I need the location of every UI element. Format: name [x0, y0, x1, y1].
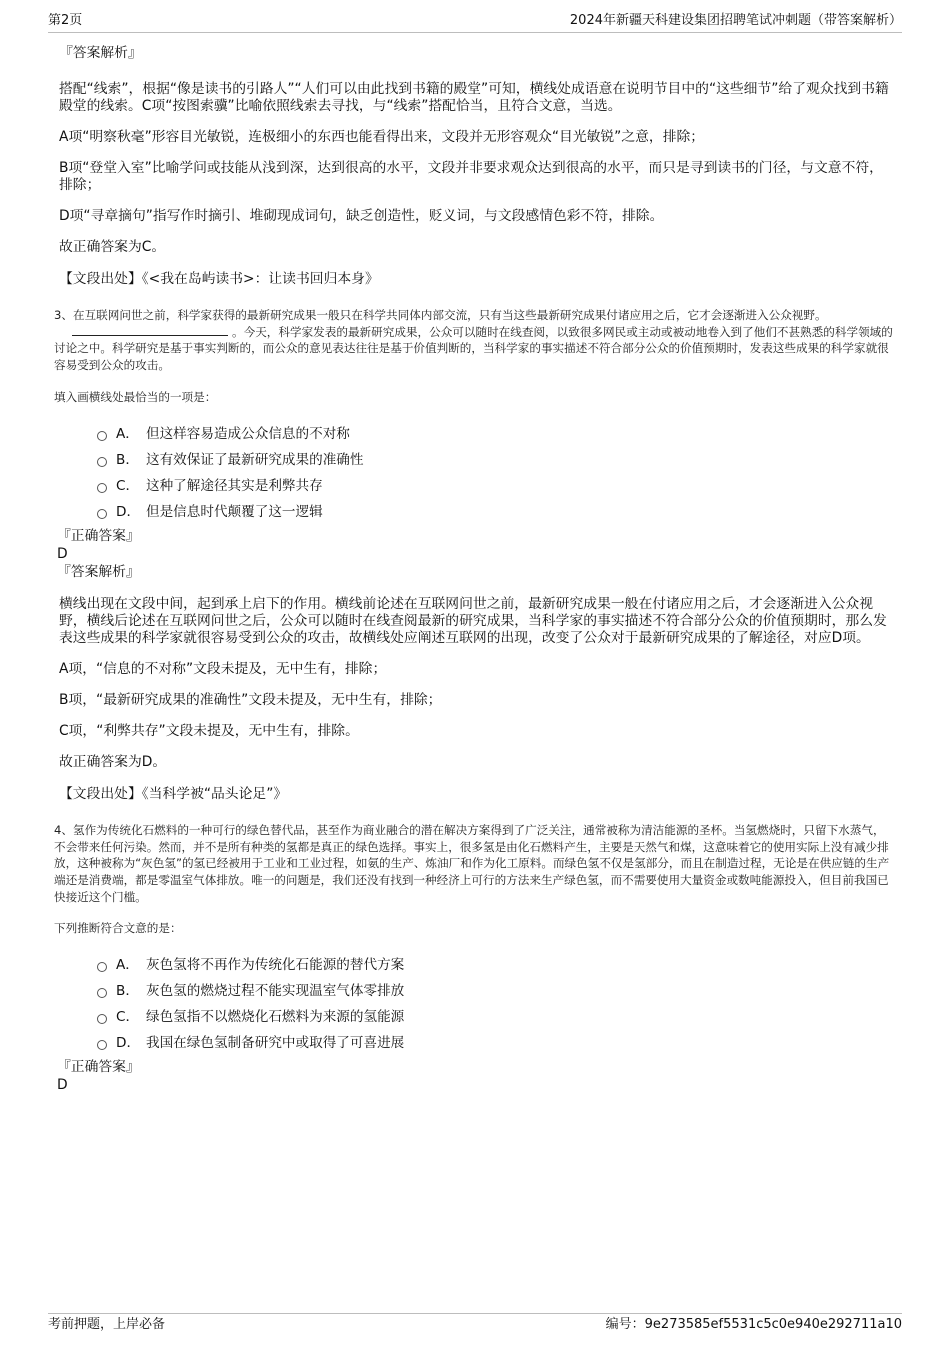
document-id — [606, 1316, 902, 1334]
main-content — [54, 45, 893, 1094]
option-letter: D． — [116, 503, 141, 520]
option-letter: B． — [116, 983, 139, 1000]
page-number: 第2页 — [48, 13, 83, 28]
option-letter: C． — [116, 1009, 140, 1026]
option-text: 灰色氢的燃烧过程不能实现温室气体零排放 — [146, 983, 405, 1000]
answer-value: D — [57, 545, 68, 562]
radio-icon[interactable] — [97, 962, 107, 972]
option-letter: C． — [116, 477, 140, 494]
document-id-label: 编号： — [605, 1317, 645, 1332]
question-3-options — [97, 421, 893, 525]
question-4-answer — [57, 1058, 893, 1094]
question-4-stem: 4、氢作为传统化石燃料的一种可行的绿色替代品，甚至作为商业融合的潜在解决方案得到了广泛关注，通常被称为清洁能源的圣杯。当氢燃烧时，只留下水蒸气，不会带来任何污染。然而，并不是所有种类的氢都是真正的绿色选择。事实上，很多氢是由化石燃料产生，主要是天然气和煤，这意味着它的使用实际上没有减少排放，这种被称为“灰色氢”的氢已经被用于工业和工业过程，如氨的生产、炼油厂和作为化工原料。而绿色氢不仅是氢部分，而且在制造过程，无论是在供应链的生产端还是消费端，都是零温室气体排放。唯一的问题是，我们还没有找到一种经济上可行的方法来生产绿色氢，而不需要使用大量资金或数吨能源投入，但目前我国已快接近这个门槛。 — [54, 822, 890, 904]
prev-analysis-para: 搭配“线索”，根据“像是读书的引路人”“人们可以由此找到书籍的殿堂”可知，横线处成语意在说明节目中的“这些细节”给了观众找到书籍殿堂的线索。C项“按图索骥”比喻依照线索去寻找，与“线索”搭配恰当，且符合文意，当选。 — [59, 81, 889, 114]
question-4-options — [97, 952, 893, 1056]
page-header — [48, 12, 902, 33]
question-3-answer — [57, 527, 893, 581]
option-text: 我国在绿色氢制备研究中或取得了可喜进展 — [146, 1035, 405, 1052]
option-letter: D． — [116, 1035, 141, 1052]
option-text: 灰色氢将不再作为传统化石能源的替代方案 — [146, 957, 405, 974]
option-letter: A． — [116, 957, 139, 974]
option-a[interactable] — [97, 952, 893, 978]
option-a[interactable] — [97, 421, 893, 447]
question-3-text-before: 3、在互联网问世之前，科学家获得的最新研究成果一般只在科学共同体内部交流，只有当这些最新研究成果付诸应用之后，它才会逐渐进入公众视野。 — [54, 308, 827, 322]
option-text: 这有效保证了最新研究成果的准确性 — [146, 451, 364, 468]
radio-icon[interactable] — [97, 457, 107, 467]
option-letter: B． — [116, 451, 139, 468]
radio-icon[interactable] — [97, 431, 107, 441]
q3-analysis-para: C项，“利弊共存”文段未提及，无中生有，排除。 — [59, 722, 359, 739]
question-4-prompt: 下列推断符合文意的是： — [54, 921, 182, 936]
radio-icon[interactable] — [97, 483, 107, 493]
option-d[interactable] — [97, 499, 893, 525]
prev-analysis-para: A项“明察秋毫”形容目光敏锐，连极细小的东西也能看得出来，文段并无形容观众“目光敏锐”之意，排除； — [59, 129, 705, 145]
page-footer — [48, 1313, 902, 1336]
radio-icon[interactable] — [97, 1040, 107, 1050]
q3-analysis-para: A项，“信息的不对称”文段未提及，无中生有，排除； — [59, 660, 387, 677]
q3-analysis-para: 横线出现在文段中间，起到承上启下的作用。横线前论述在互联网问世之前，最新研究成果一般在付诸应用之后，才会逐渐进入公众视野，横线后论述在互联网问世之后，公众可以随时在线查阅最新的研究成果，当科学家的事实描述不符合部分公众的价值预期时，那么发表这些成果的科学家就很容易受到公众的攻击，故横线处应阐述互联网的出现，改变了公众对于最新研究成果的了解途径，对应D项。 — [59, 595, 887, 646]
prev-source: 【文段出处】《<我在岛屿读书>：让读书回归本身》 — [59, 271, 379, 287]
answer-label: 『正确答案』 — [57, 527, 140, 544]
document-id-value: 9e273585ef5531c5c0e940e292711a10 — [644, 1317, 902, 1332]
q3-analysis-para: B项，“最新研究成果的准确性”文段未提及，无中生有，排除； — [59, 691, 442, 708]
option-text: 绿色氢指不以燃烧化石燃料为来源的氢能源 — [146, 1009, 405, 1026]
answer-label: 『正确答案』 — [57, 1059, 140, 1076]
option-text: 但是信息时代颠覆了这一逻辑 — [146, 503, 323, 520]
radio-icon[interactable] — [97, 988, 107, 998]
option-b[interactable] — [97, 978, 893, 1004]
footer-slogan: 考前押题，上岸必备 — [48, 1317, 166, 1332]
q3-analysis-para: 故正确答案为D。 — [59, 753, 167, 770]
option-c[interactable] — [97, 1004, 893, 1030]
question-3-prompt: 填入画横线处最恰当的一项是： — [54, 389, 217, 404]
question-3-text-after: 。今天，科学家发表的最新研究成果，公众可以随时在线查阅，以致很多网民或主动或被动地卷入到了他们不甚熟悉的科学领域的讨论之中。科学研究是基于事实判断的，而公众的意见表达往往是基于价值判断的，当科学家的事实描述不符合部分公众的价值预期时，发表这些成果的科学家就很容易受到公众的攻击。 — [54, 324, 893, 373]
option-c[interactable] — [97, 473, 893, 499]
prev-analysis-para: 故正确答案为C。 — [59, 239, 166, 255]
prev-analysis-label: 『答案解析』 — [59, 45, 142, 61]
answer-value: D — [57, 1077, 68, 1094]
fill-blank-line — [72, 325, 228, 336]
option-d[interactable] — [97, 1030, 893, 1056]
option-text: 但这样容易造成公众信息的不对称 — [146, 425, 350, 442]
q3-source: 【文段出处】《当科学被“品头论足”》 — [59, 785, 288, 802]
question-3-stem — [54, 307, 893, 374]
option-letter: A． — [116, 425, 139, 442]
document-title: 2024年新疆天科建设集团招聘笔试冲刺题（带答案解析） — [569, 13, 902, 28]
radio-icon[interactable] — [97, 509, 107, 519]
option-text: 这种了解途径其实是利弊共存 — [146, 477, 323, 494]
radio-icon[interactable] — [97, 1014, 107, 1024]
prev-analysis-para: B项“登堂入室”比喻学问或技能从浅到深，达到很高的水平，文段并非要求观众达到很高的水平，而只是寻到读书的门径，与文意不符，排除； — [59, 160, 883, 193]
option-b[interactable] — [97, 447, 893, 473]
analysis-label: 『答案解析』 — [57, 563, 140, 580]
prev-analysis-para: D项“寻章摘句”指写作时摘引、堆砌现成词句，缺乏创造性，贬义词，与文段感情色彩不符，排除。 — [59, 208, 664, 224]
